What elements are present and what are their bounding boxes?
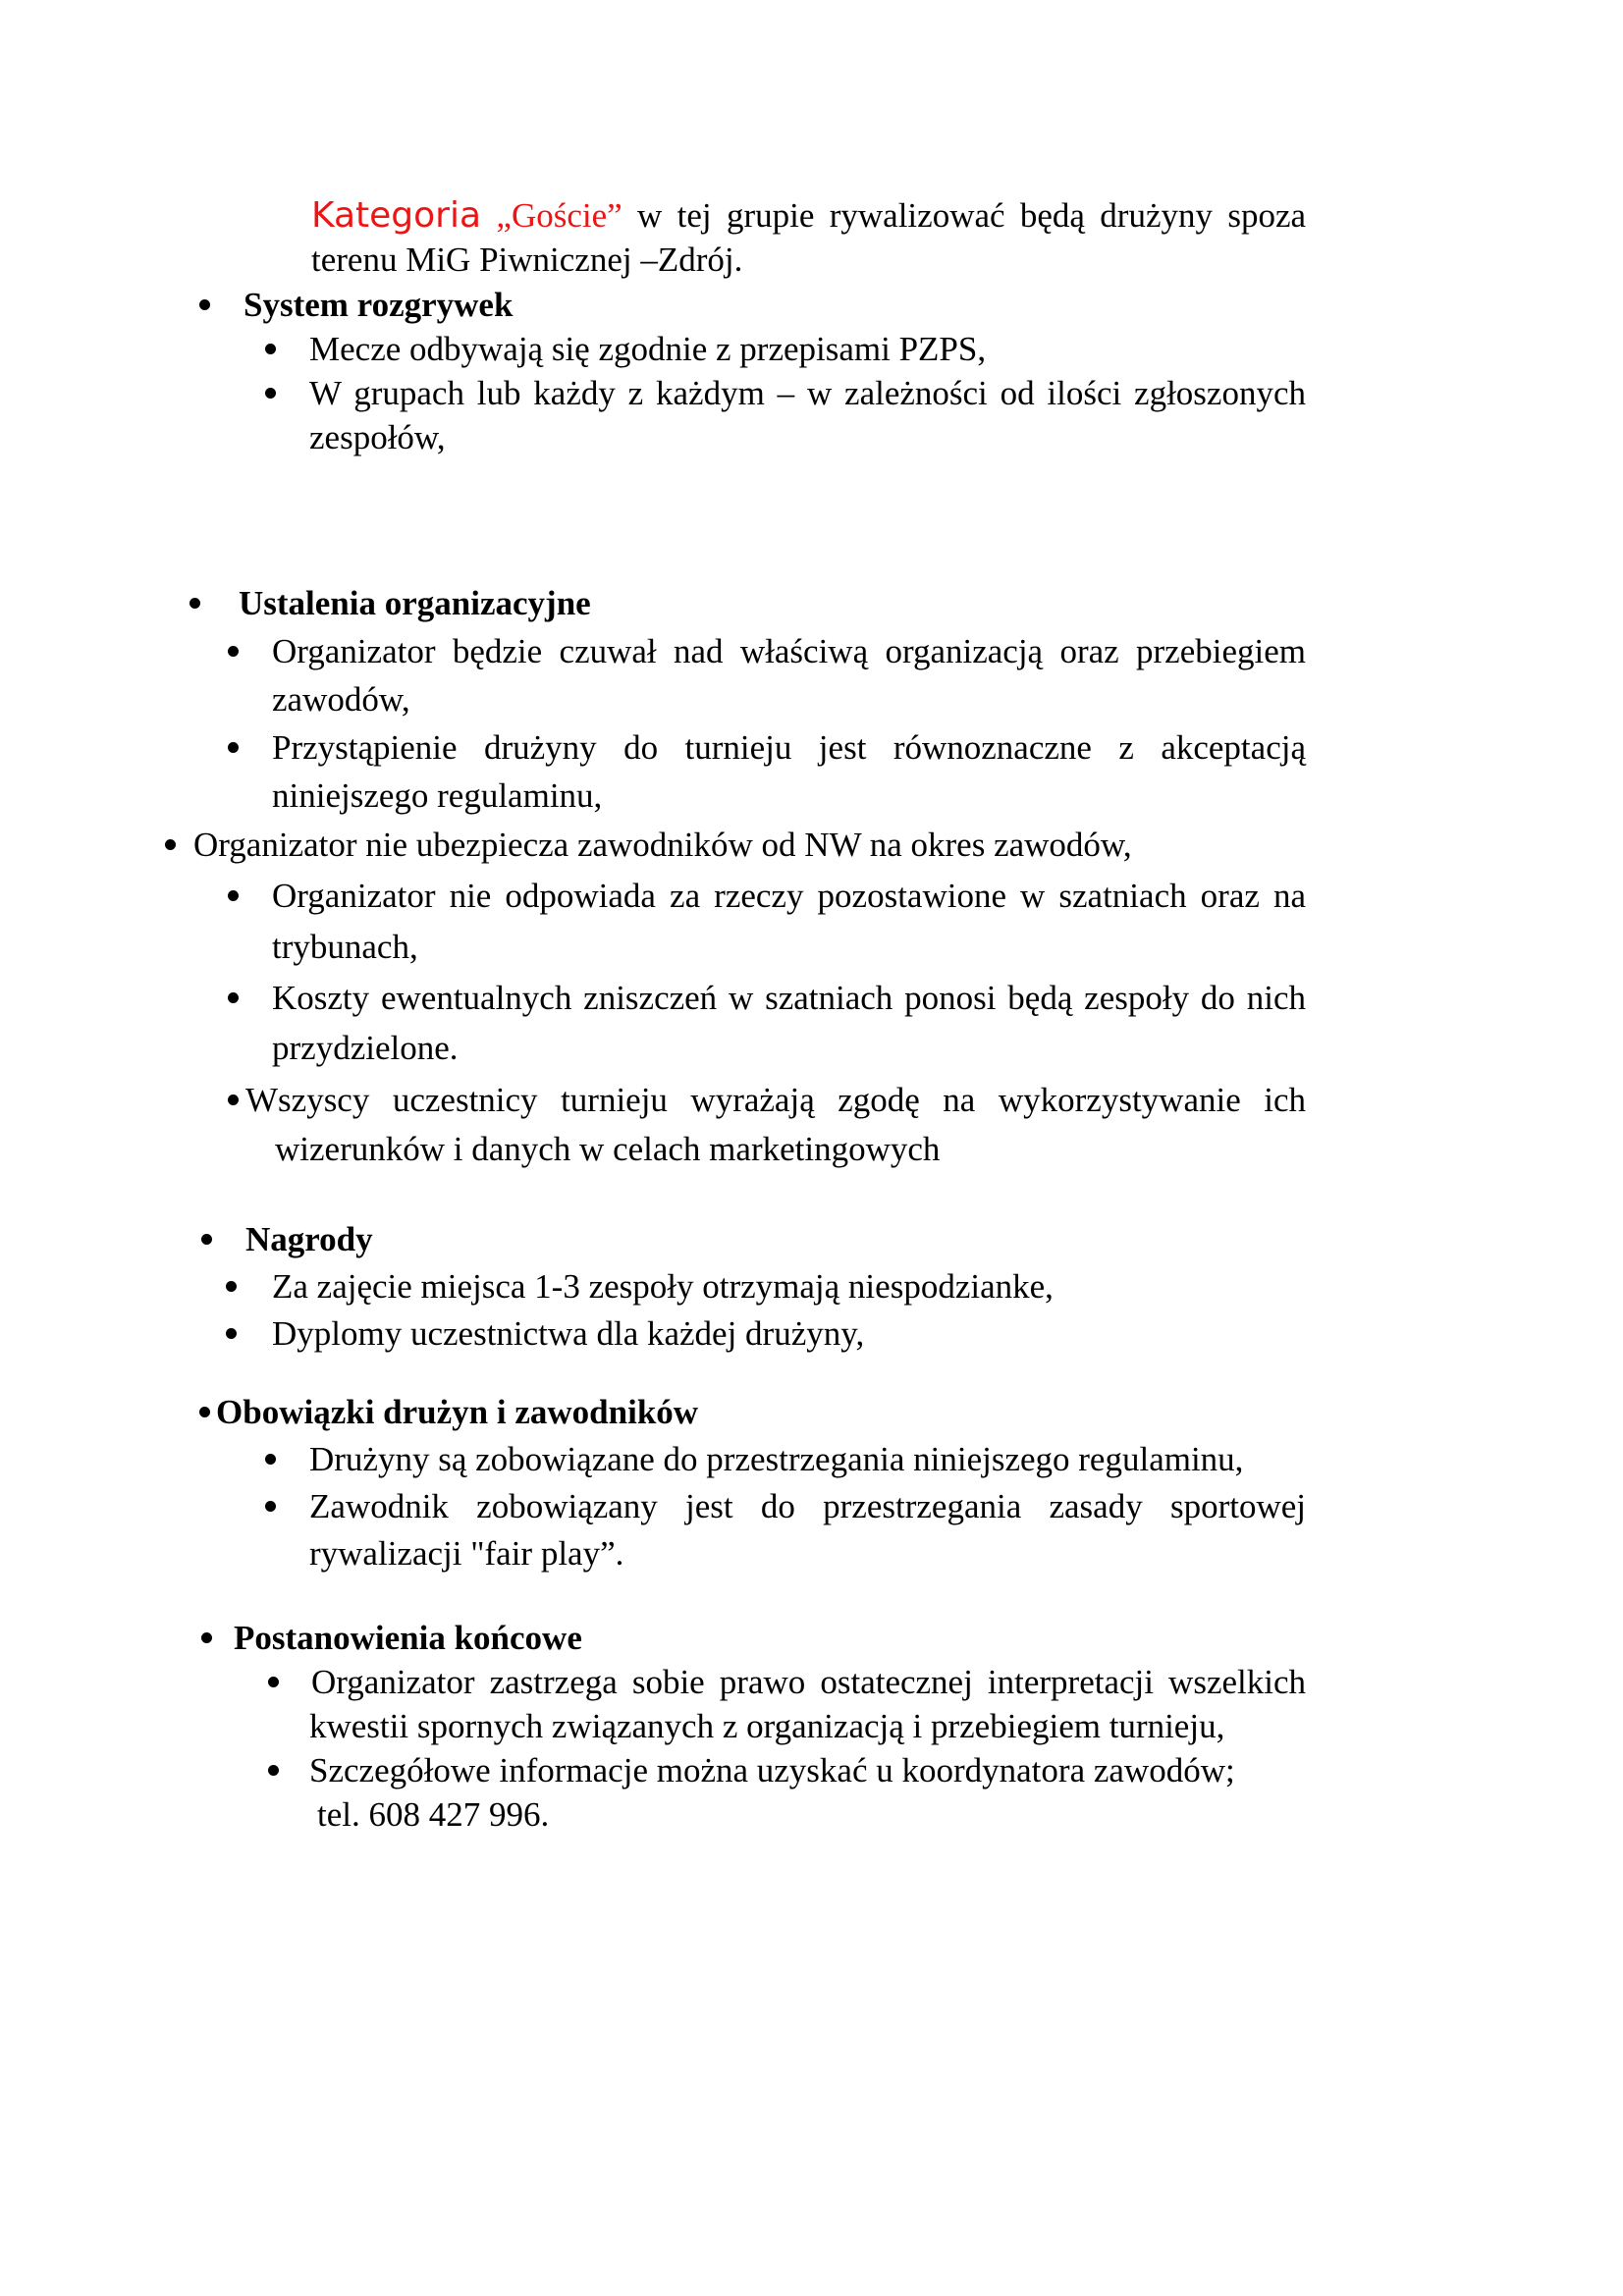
system-item-grupy-line-1: W grupach lub każdy z każdym – w zależności od ilości zgłoszonych — [309, 374, 1306, 412]
obowiazki-item-druzyny: Drużyny są zobowiązane do przestrzegania niniejszego regulaminu, — [309, 1440, 1244, 1478]
bullet-icon — [228, 1095, 239, 1105]
postanowienia-item-interpretacja-line-1: Organizator zastrzega sobie prawo ostatecznej interpretacji wszelkich — [311, 1663, 1306, 1701]
item-ubezpieczenie: Organizator nie ubezpiecza zawodników od NW na okres zawodów, — [193, 826, 1132, 864]
bullet-icon — [228, 890, 239, 901]
item-rzeczy-line-2: trybunach, — [272, 928, 418, 966]
obowiazki-item-zawodnik-line-1: Zawodnik zobowiązany jest do przestrzegania zasady sportowej — [309, 1487, 1306, 1525]
obowiazki-item-zawodnik-line-2: rywalizacji "fair play”. — [309, 1534, 624, 1573]
intro-line-1 — [311, 193, 1306, 238]
heading-nagrody: Nagrody — [245, 1220, 373, 1258]
bullet-icon — [228, 646, 239, 657]
item-rzeczy-line-1: Organizator nie odpowiada za rzeczy pozostawione w szatniach oraz na — [272, 877, 1306, 915]
heading-obowiazki: Obowiązki drużyn i zawodników — [216, 1393, 699, 1431]
bullet-icon — [226, 1281, 237, 1292]
bullet-icon — [199, 1407, 210, 1417]
bullet-icon — [165, 839, 176, 850]
system-item-grupy-line-2: zespołów, — [309, 418, 446, 456]
bullet-icon — [189, 598, 200, 609]
system-item-mecze: Mecze odbywają się zgodnie z przepisami PZPS, — [309, 330, 987, 368]
intro-line-2: terenu MiG Piwnicznej –Zdrój. — [311, 240, 743, 279]
bullet-icon — [268, 1765, 279, 1776]
item-koszty-line-1: Koszty ewentualnych zniszczeń w szatniach ponosi będą zespoły do nich — [272, 979, 1306, 1017]
nagrody-item-miejsca: Za zajęcie miejsca 1-3 zespoły otrzymają niespodzianke, — [272, 1267, 1054, 1306]
bullet-icon — [265, 1501, 276, 1512]
nagrody-item-dyplomy: Dyplomy uczestnictwa dla każdej drużyny, — [272, 1314, 865, 1353]
ustalenia-item-przystapienie-line-1: Przystąpienie drużyny do turnieju jest równoznaczne z akceptacją — [272, 728, 1306, 767]
ustalenia-item-organizator-line-2: zawodów, — [272, 680, 410, 719]
goscie-red-label: „Goście” — [496, 196, 622, 235]
item-koszty-line-2: przydzielone. — [272, 1029, 459, 1067]
ustalenia-item-organizator-line-1: Organizator będzie czuwał nad właściwą organizacją oraz przebiegiem — [272, 632, 1306, 670]
bullet-icon — [228, 992, 239, 1003]
postanowienia-item-interpretacja-line-2: kwestii spornych związanych z organizacją i przebiegiem turnieju, — [309, 1707, 1225, 1745]
heading-ustalenia-organizacyjne: Ustalenia organizacyjne — [239, 584, 591, 622]
heading-postanowienia-koncowe: Postanowienia końcowe — [234, 1619, 582, 1657]
bullet-icon — [201, 1632, 212, 1643]
heading-system-rozgrywek: System rozgrywek — [243, 286, 514, 324]
bullet-icon — [201, 1234, 212, 1245]
kategoria-red-label: Kategoria — [311, 195, 482, 236]
bullet-icon — [226, 1328, 237, 1339]
bullet-icon — [199, 299, 210, 310]
item-wszyscy-line-1: Wszyscy uczestnicy turnieju wyrażają zgodę na wykorzystywanie ich — [245, 1081, 1306, 1119]
bullet-icon — [268, 1677, 279, 1687]
ustalenia-item-przystapienie-line-2: niniejszego regulaminu, — [272, 776, 603, 815]
postanowienia-item-informacje-line-1: Szczegółowe informacje można uzyskać u koordynatora zawodów; — [309, 1751, 1235, 1789]
item-wszyscy-line-2: wizerunków i danych w celach marketingowych — [275, 1130, 941, 1168]
bullet-icon — [265, 344, 276, 354]
bullet-icon — [265, 388, 276, 399]
bullet-icon — [265, 1454, 276, 1465]
bullet-icon — [228, 742, 239, 753]
postanowienia-item-informacje-line-2: tel. 608 427 996. — [317, 1795, 550, 1834]
intro-line-1-rest: w tej grupie rywalizować będą drużyny spoza — [637, 196, 1307, 235]
